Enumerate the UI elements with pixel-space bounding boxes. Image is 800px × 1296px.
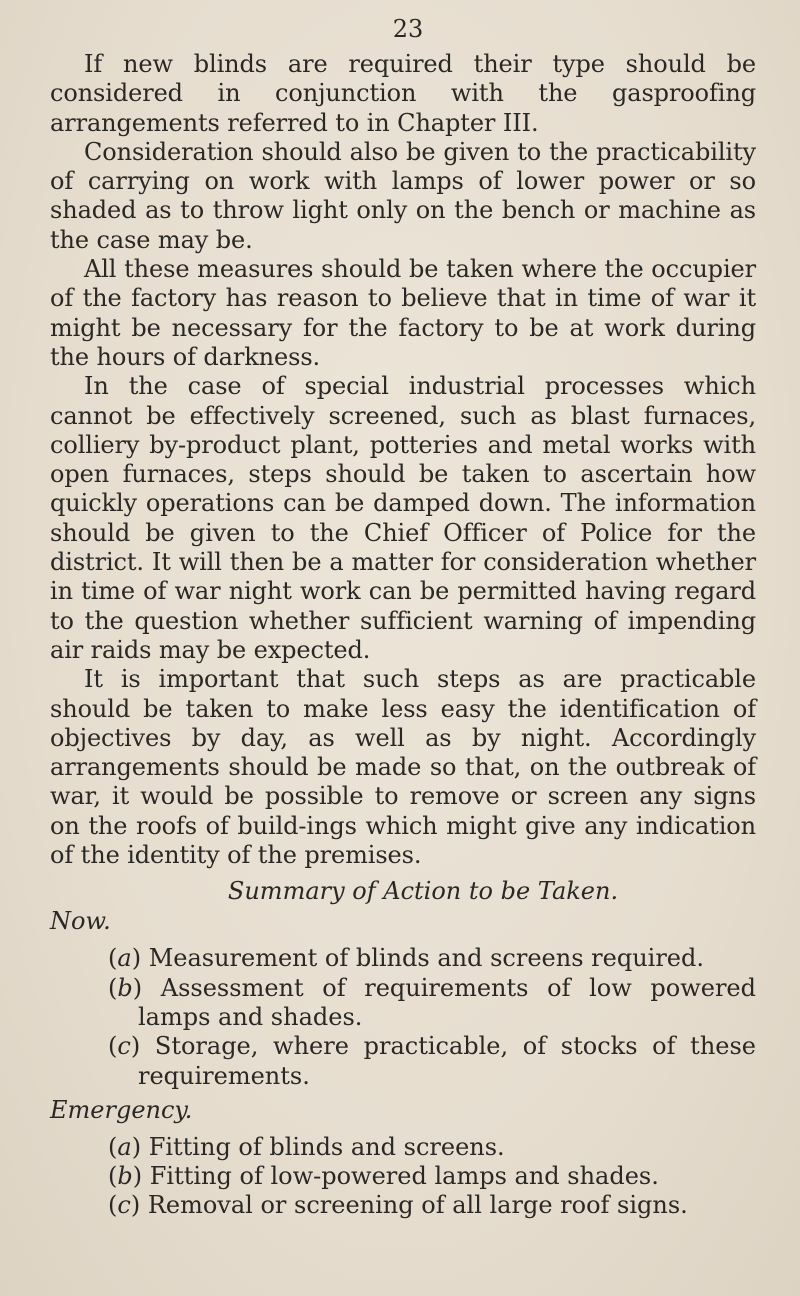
emergency-label: Emergency. — [50, 1095, 193, 1124]
summary-now-section — [50, 906, 756, 1090]
list-item: (b) Fitting of low-powered lamps and shades. — [108, 1162, 659, 1191]
paragraph-industrial-processes: In the case of special industrial processes which cannot be effectively screened, such as blast furnaces, colliery by-product plant, potteries and metal works with open furnaces, steps should be taken to ascertain how quickly operations can be damped down. The information should be given to the Chief Officer of Police for the district. It will then be a matter for consideration whether in time of war night work can be permitted having regard to the question whether sufficient warning of impending air raids may be expected. — [50, 372, 756, 664]
list-item: (b) Assessment of requirements of low powered lamps and shades. — [108, 973, 756, 1031]
now-label: Now. — [50, 907, 111, 936]
paragraph-identification: It is important that such steps as are practicable should be taken to make less easy the identification of objectives by day, as well as by night. Accordingly arrangements should be made so that, on the outbreak of war, it would be possible to remove or screen any signs on the roofs of build-ings which might give any indication of the identity of the premises. — [50, 665, 756, 870]
list-item: (c) Storage, where practicable, of stocks of these requirements. — [108, 1032, 757, 1090]
paragraph-measures: All these measures should be taken where the occupier of the factory has reason to believe that in time of war it might be necessary for the factory to be at work during the hours of darkness. — [50, 255, 756, 371]
summary-emergency-section — [50, 1095, 756, 1221]
summary-heading: Summary of Action to be Taken. — [227, 877, 619, 906]
paragraph-blinds: If new blinds are required their type should be considered in conjunction with the gasproofing arrangements referred to in Chapter III. — [50, 50, 756, 137]
paragraph-lamps: Consideration should also be given to the practicability of carrying on work with lamps of lower power or so shaded as to throw light only on the bench or machine as the case may be. — [50, 137, 756, 254]
list-item: (a) Fitting of blinds and screens. — [108, 1132, 505, 1161]
list-item: (c) Removal or screening of all large roof signs. — [108, 1191, 688, 1220]
emergency-items — [50, 1133, 756, 1221]
list-item: (a) Measurement of blinds and screens required. — [108, 944, 704, 973]
page-number: 23 — [392, 15, 424, 43]
now-items — [50, 944, 756, 1090]
